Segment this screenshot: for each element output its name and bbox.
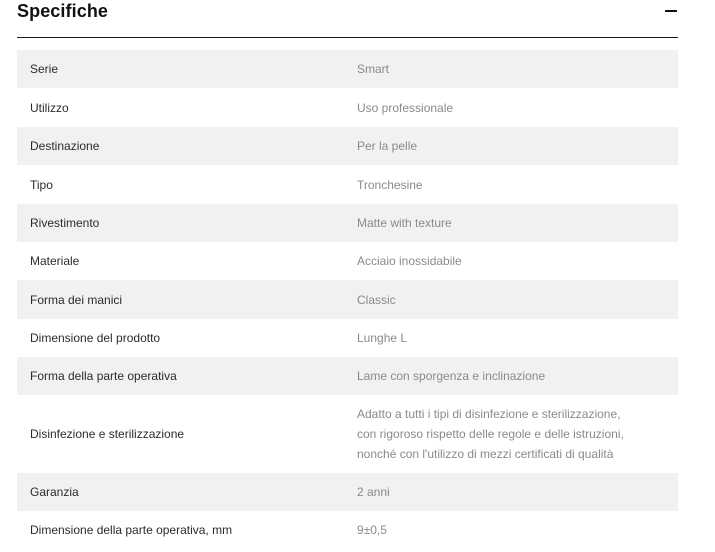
spec-value-line: Lunghe L — [357, 331, 408, 345]
spec-value-line: Lame con sporgenza e inclinazione — [357, 369, 546, 383]
spec-value — [357, 520, 678, 540]
spec-label: Materiale — [30, 254, 80, 268]
section-title: Specifiche — [17, 1, 109, 21]
spec-value — [357, 290, 678, 310]
spec-label: Dimensione della parte operativa, mm — [30, 523, 233, 537]
spec-value — [357, 366, 678, 386]
spec-value-line: con rigoroso rispetto delle regole e delle istruzioni, — [357, 427, 624, 441]
spec-value-line: Smart — [357, 62, 390, 76]
spec-row — [17, 242, 678, 280]
spec-value-line: Per la pelle — [357, 139, 418, 153]
spec-row — [17, 280, 678, 319]
spec-value — [357, 213, 678, 233]
spec-row — [17, 127, 678, 165]
spec-value-line: Matte with texture — [357, 216, 452, 230]
spec-value-line: Acciaio inossidabile — [357, 254, 462, 268]
spec-row — [17, 395, 678, 473]
specs-table — [17, 50, 678, 549]
spec-value — [357, 482, 678, 502]
spec-row — [17, 50, 678, 88]
spec-value — [357, 98, 678, 118]
spec-label: Destinazione — [30, 139, 100, 153]
spec-value — [357, 59, 678, 79]
collapse-button[interactable] — [664, 2, 678, 18]
spec-value — [357, 136, 678, 156]
spec-value — [357, 251, 678, 271]
spec-label: Forma della parte operativa — [30, 369, 177, 383]
spec-label: Disinfezione e sterilizzazione — [30, 427, 185, 441]
spec-value-line: Uso professionale — [357, 100, 454, 115]
spec-row — [17, 357, 678, 395]
spec-label: Forma dei manici — [30, 292, 123, 307]
spec-label: Garanzia — [30, 485, 79, 499]
spec-label: Tipo — [30, 177, 53, 192]
spec-value-line: nonché con l'utilizzo di mezzi certificati di qualità — [357, 447, 614, 461]
minus-icon — [665, 10, 677, 12]
spec-label: Rivestimento — [30, 216, 100, 230]
spec-row — [17, 204, 678, 242]
spec-row — [17, 165, 678, 204]
spec-row — [17, 88, 678, 127]
spec-value — [357, 328, 678, 348]
spec-label: Utilizzo — [30, 100, 69, 115]
spec-value-line: Adatto a tutti i tipi di disinfezione e sterilizzazione, — [357, 407, 621, 421]
spec-value-line: 9±0,5 — [357, 523, 387, 537]
spec-label: Serie — [30, 62, 59, 76]
spec-row — [17, 511, 678, 549]
spec-value-line: Classic — [357, 292, 396, 307]
spec-value-line: Tronchesine — [357, 177, 423, 192]
spec-row — [17, 319, 678, 357]
specs-header — [17, 0, 678, 38]
spec-label: Dimensione del prodotto — [30, 331, 161, 345]
spec-value — [357, 175, 678, 195]
spec-value — [357, 404, 678, 464]
spec-value-line: 2 anni — [357, 485, 390, 499]
spec-row — [17, 473, 678, 511]
